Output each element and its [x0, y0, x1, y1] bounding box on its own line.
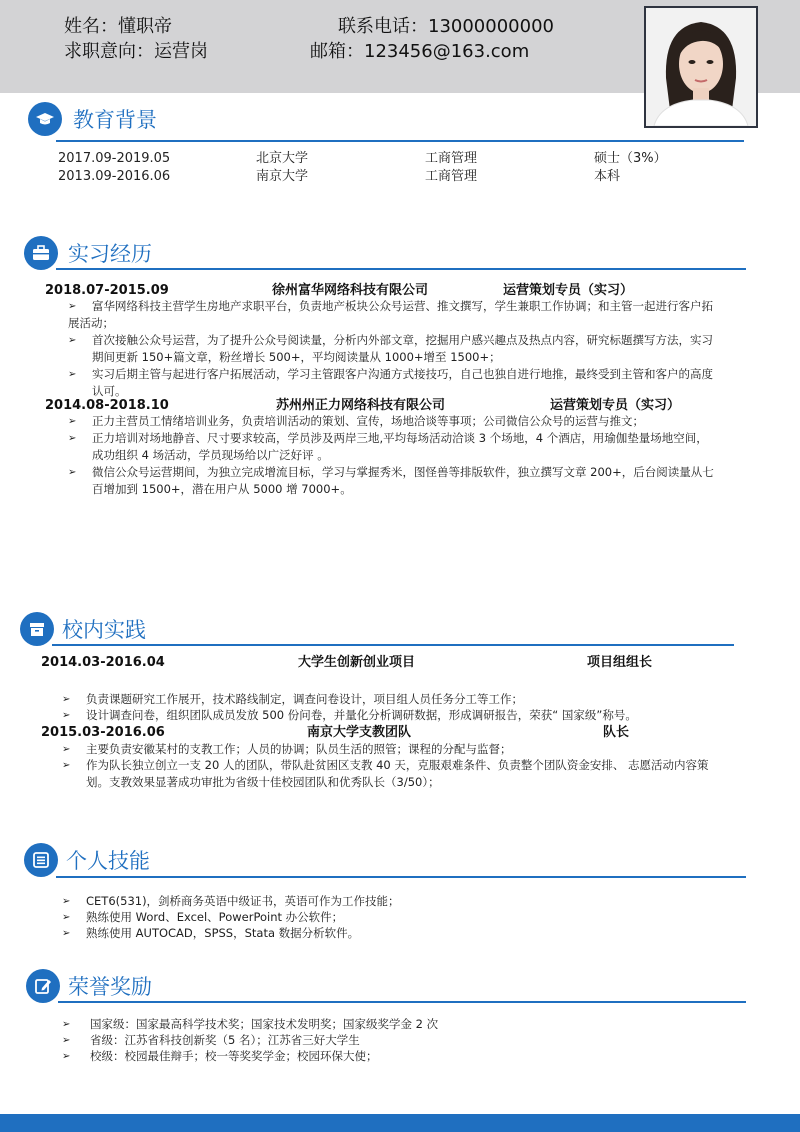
archive-box-icon — [20, 612, 54, 646]
bullet-marker: ➢ — [68, 369, 77, 380]
name-text: 姓名：懂职帝 — [64, 16, 172, 37]
list-item: ➢ 实习后期主管与起进行客户拓展活动，学习主管跟客户沟通方式接技巧，自己也独自进行地推，最终受到主管和客户的高度认可。 — [68, 367, 713, 398]
bullet-marker: ➢ — [62, 1051, 71, 1062]
section-title-skills: 个人技能 — [66, 849, 150, 873]
briefcase-icon — [24, 236, 58, 270]
list-item: ➢ CET6(531)，剑桥商务英语中级证书，英语可作为工作技能； — [62, 894, 400, 908]
list-item: ➢ 国家级：国家最高科学技术奖；国家技术发明奖；国家级奖学金 2 次 — [62, 1017, 439, 1031]
list-item: ➢ 正力培训对场地静音、尺寸要求较高，学员涉及两岸三地,平均每场活动洽谈 3 个场地，4 个酒店，用瑜伽垫量场地空间，成功组织 4 场活动，学员现场给以广泛好评 。 — [68, 431, 708, 462]
edit-note-icon — [26, 969, 60, 1003]
bullet-marker: ➢ — [68, 467, 77, 478]
bullet-marker: ➢ — [62, 744, 71, 755]
edu-school: 北京大学 — [256, 151, 309, 166]
email-text: 邮箱：123456@163.com — [310, 41, 530, 62]
practice-period: 2015.03-2016.06 — [41, 725, 165, 740]
list-item: ➢ 负责课题研究工作展开，技术路线制定，调查问卷设计，项目组人员任务分工等工作； — [62, 692, 523, 706]
list-item: ➢ 省级：江苏省科技创新奖（5 名）；江苏省三好大学生 — [62, 1033, 360, 1047]
list-document-icon — [24, 843, 58, 877]
list-item: ➢ 富华网络科技主营学生房地产求职平台，负责地产板块公众号运营、推文撰写，学生兼职工作协调；和主管一起进行客户拓展活动； — [68, 299, 713, 330]
edu-major: 工商管理 — [425, 169, 478, 184]
bullet-marker: ➢ — [62, 1019, 71, 1030]
section-title-education: 教育背景 — [73, 108, 157, 132]
practice-project: 南京大学支教团队 — [307, 725, 412, 740]
edu-period: 2017.09-2019.05 — [58, 151, 171, 166]
job-role: 运营策划专员（实习） — [550, 398, 681, 413]
section-divider — [52, 644, 734, 646]
profile-photo — [644, 6, 758, 128]
list-item: ➢ 主要负责安徽某村的支教工作；人员的协调；队员生活的照管；课程的分配与监督； — [62, 742, 512, 756]
bullet-marker: ➢ — [68, 433, 77, 444]
job-period: 2018.07-2015.09 — [45, 283, 169, 298]
person-portrait — [646, 8, 756, 126]
section-title-internship: 实习经历 — [68, 242, 152, 266]
list-item: ➢ 设计调查问卷，组织团队成员发放 500 份问卷，并量化分析调研数据，形成调研报告，荣获“ 国家级”称号。 — [62, 708, 637, 722]
bullet-marker: ➢ — [62, 912, 71, 923]
bullet-marker: ➢ — [68, 301, 77, 312]
bullet-marker: ➢ — [62, 694, 71, 705]
job-company: 徐州富华网络科技有限公司 — [272, 283, 429, 298]
section-title-campus: 校内实践 — [62, 618, 146, 642]
list-item: ➢ 首次接触公众号运营，为了提升公众号阅读量，分析内外部文章，挖掘用户感兴趣点及热点内容，研究标题撰写方法，实习期间更新 150+篇文章，粉丝增长 500+，平均阅读量从 1000+增至 1500+； — [68, 333, 713, 364]
intention-text: 求职意向：运营岗 — [64, 41, 208, 62]
section-divider — [56, 876, 746, 878]
edu-degree: 硕士（3%） — [594, 151, 667, 166]
bullet-marker: ➢ — [68, 335, 77, 346]
phone-text: 联系电话：13000000000 — [338, 16, 554, 37]
job-period: 2014.08-2018.10 — [45, 398, 169, 413]
list-item: ➢ 熟练使用 AUTOCAD，SPSS，Stata 数据分析软件。 — [62, 926, 360, 940]
job-company: 苏州州正力网络科技有限公司 — [276, 398, 446, 413]
graduation-cap-icon — [28, 102, 62, 136]
list-item: ➢ 作为队长独立创立一支 20 人的团队，带队赴贫困区支教 40 天，克服艰难条件、负责整个团队资金安排、 志愿活动内容策划。支教效果显著成功审批为省级十佳校园团队和优秀队长（3/50）； — [62, 758, 709, 789]
list-item: ➢ 校级：校园最佳辩手；校一等奖奖学金；校园环保大使； — [62, 1049, 378, 1063]
section-divider — [56, 268, 746, 270]
edu-school: 南京大学 — [256, 169, 309, 184]
section-divider — [58, 1001, 746, 1003]
section-title-honors: 荣誉奖励 — [68, 975, 152, 999]
practice-role: 项目组组长 — [587, 655, 653, 670]
section-divider — [56, 140, 744, 142]
bullet-marker: ➢ — [68, 416, 77, 427]
edu-major: 工商管理 — [425, 151, 478, 166]
bullet-marker: ➢ — [62, 1035, 71, 1046]
list-item: ➢ 熟练使用 Word、Excel、PowerPoint 办公软件； — [62, 910, 344, 924]
bullet-marker: ➢ — [62, 760, 71, 771]
practice-role: 队长 — [603, 725, 630, 740]
bullet-marker: ➢ — [62, 896, 71, 907]
list-item: ➢ 微信公众号运营期间，为独立完成增流目标，学习与掌握秀米，图怪兽等排版软件，独立撰写文章 200+，后台阅读量从七百增加到 1500+，潜在用户从 5000 增 7000+。 — [68, 465, 714, 496]
bullet-marker: ➢ — [62, 928, 71, 939]
list-item: ➢ 正力主营员工情绪培训业务，负责培训活动的策划、宣传，场地洽谈等事项；公司微信公众号的运营与推文； — [68, 414, 644, 428]
edu-period: 2013.09-2016.06 — [58, 169, 171, 184]
bullet-marker: ➢ — [62, 710, 71, 721]
job-role: 运营策划专员（实习） — [503, 283, 634, 298]
edu-degree: 本科 — [594, 169, 621, 184]
practice-project: 大学生创新创业项目 — [298, 655, 416, 670]
footer-band — [0, 1114, 800, 1132]
practice-period: 2014.03-2016.04 — [41, 655, 165, 670]
